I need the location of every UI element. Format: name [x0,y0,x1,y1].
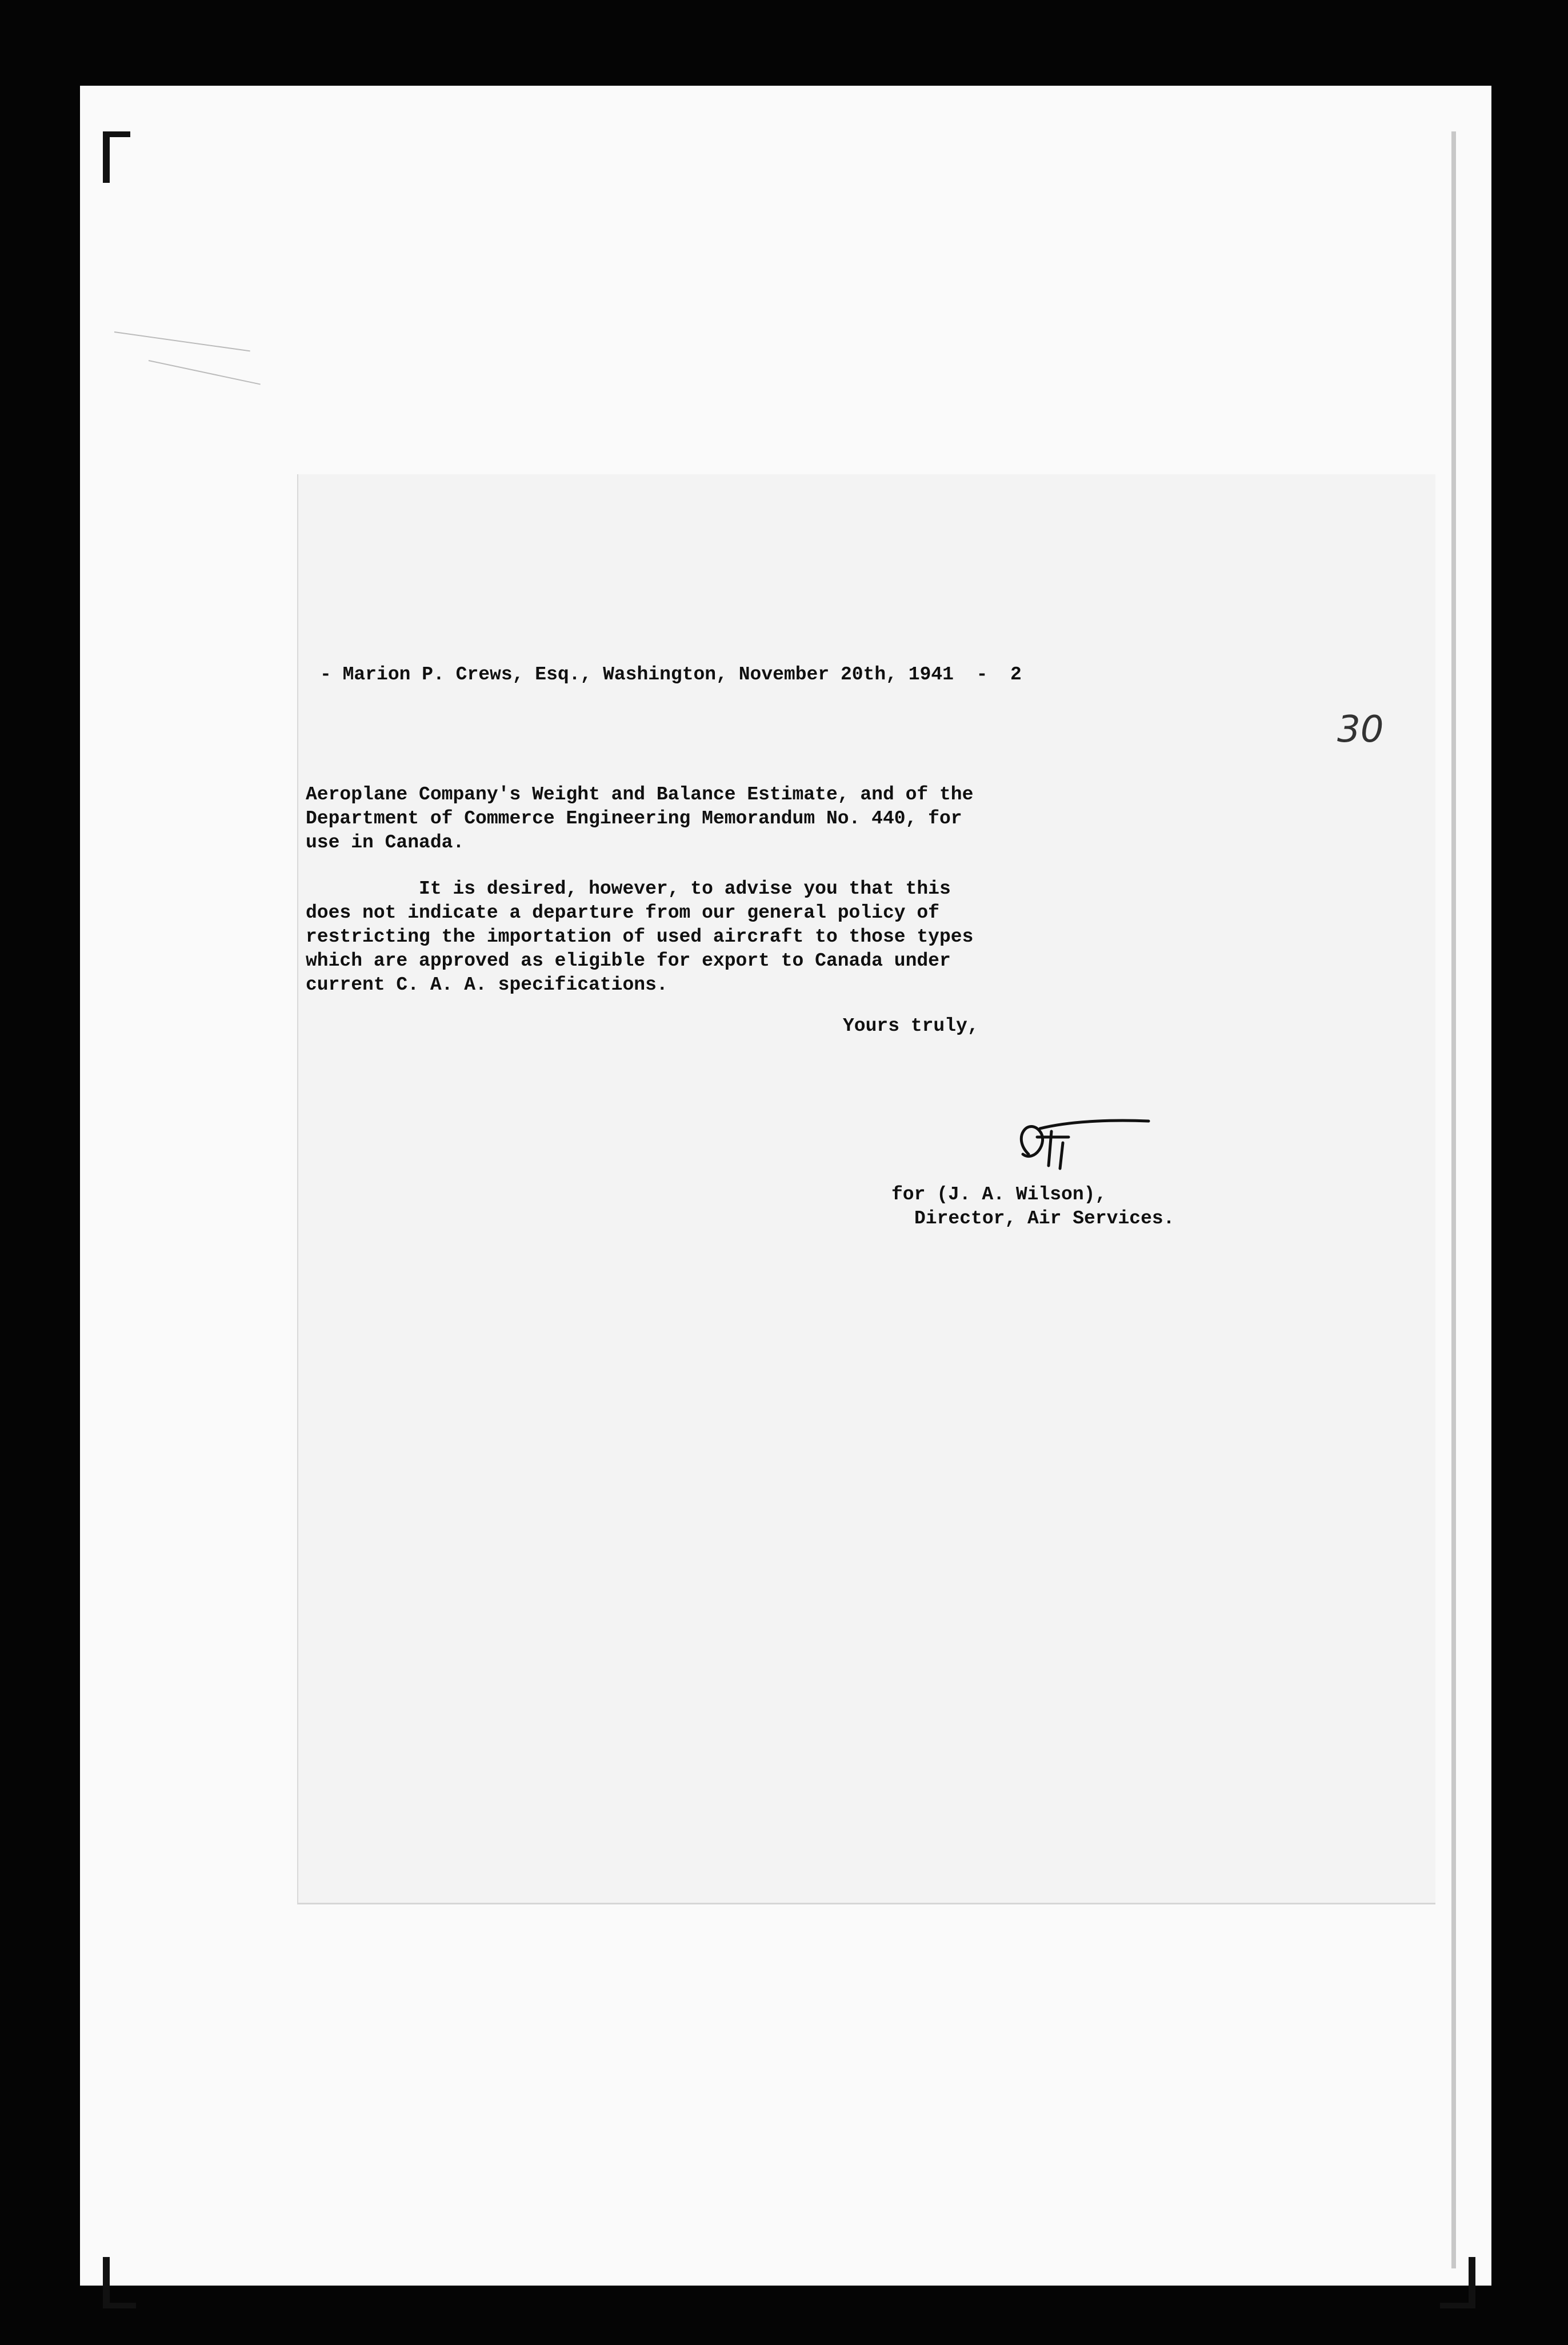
scanned-page [80,86,1491,2286]
signer-title: Director, Air Services. [914,1208,1175,1229]
paragraph-1-line: Aeroplane Company's Weight and Balance Estimate, and of the [306,784,974,805]
crop-mark-bottom-left [103,2257,136,2308]
paragraph-2-line: It is desired, however, to advise you that this [306,878,951,899]
signature-initials [1006,1114,1154,1183]
paragraph-2-line: does not indicate a departure from our general policy of [306,902,939,923]
paragraph-1-line: Department of Commerce Engineering Memorandum No. 440, for [306,808,962,829]
paragraph-1 [306,783,973,855]
handwritten-page-number: 30 [1337,709,1384,751]
paper-scuff [149,360,261,385]
closing: Yours truly, [843,1015,979,1037]
crop-mark-top-left [103,131,130,183]
letter-sheet [297,474,1435,1904]
crop-mark-bottom-right [1440,2257,1475,2308]
paragraph-1-line: use in Canada. [306,832,465,853]
page-edge-shadow [1451,131,1456,2268]
paper-scuff [114,331,250,351]
paragraph-2-line: current C. A. A. specifications. [306,974,668,995]
paragraph-2-line: restricting the importation of used aircraft to those types [306,926,974,947]
signer: for (J. A. Wilson), [891,1184,1107,1205]
paragraph-2 [306,877,973,997]
letter-header: - Marion P. Crews, Esq., Washington, November 20th, 1941 - 2 [320,664,1022,685]
paragraph-2-line: which are approved as eligible for export to Canada under [306,950,951,971]
